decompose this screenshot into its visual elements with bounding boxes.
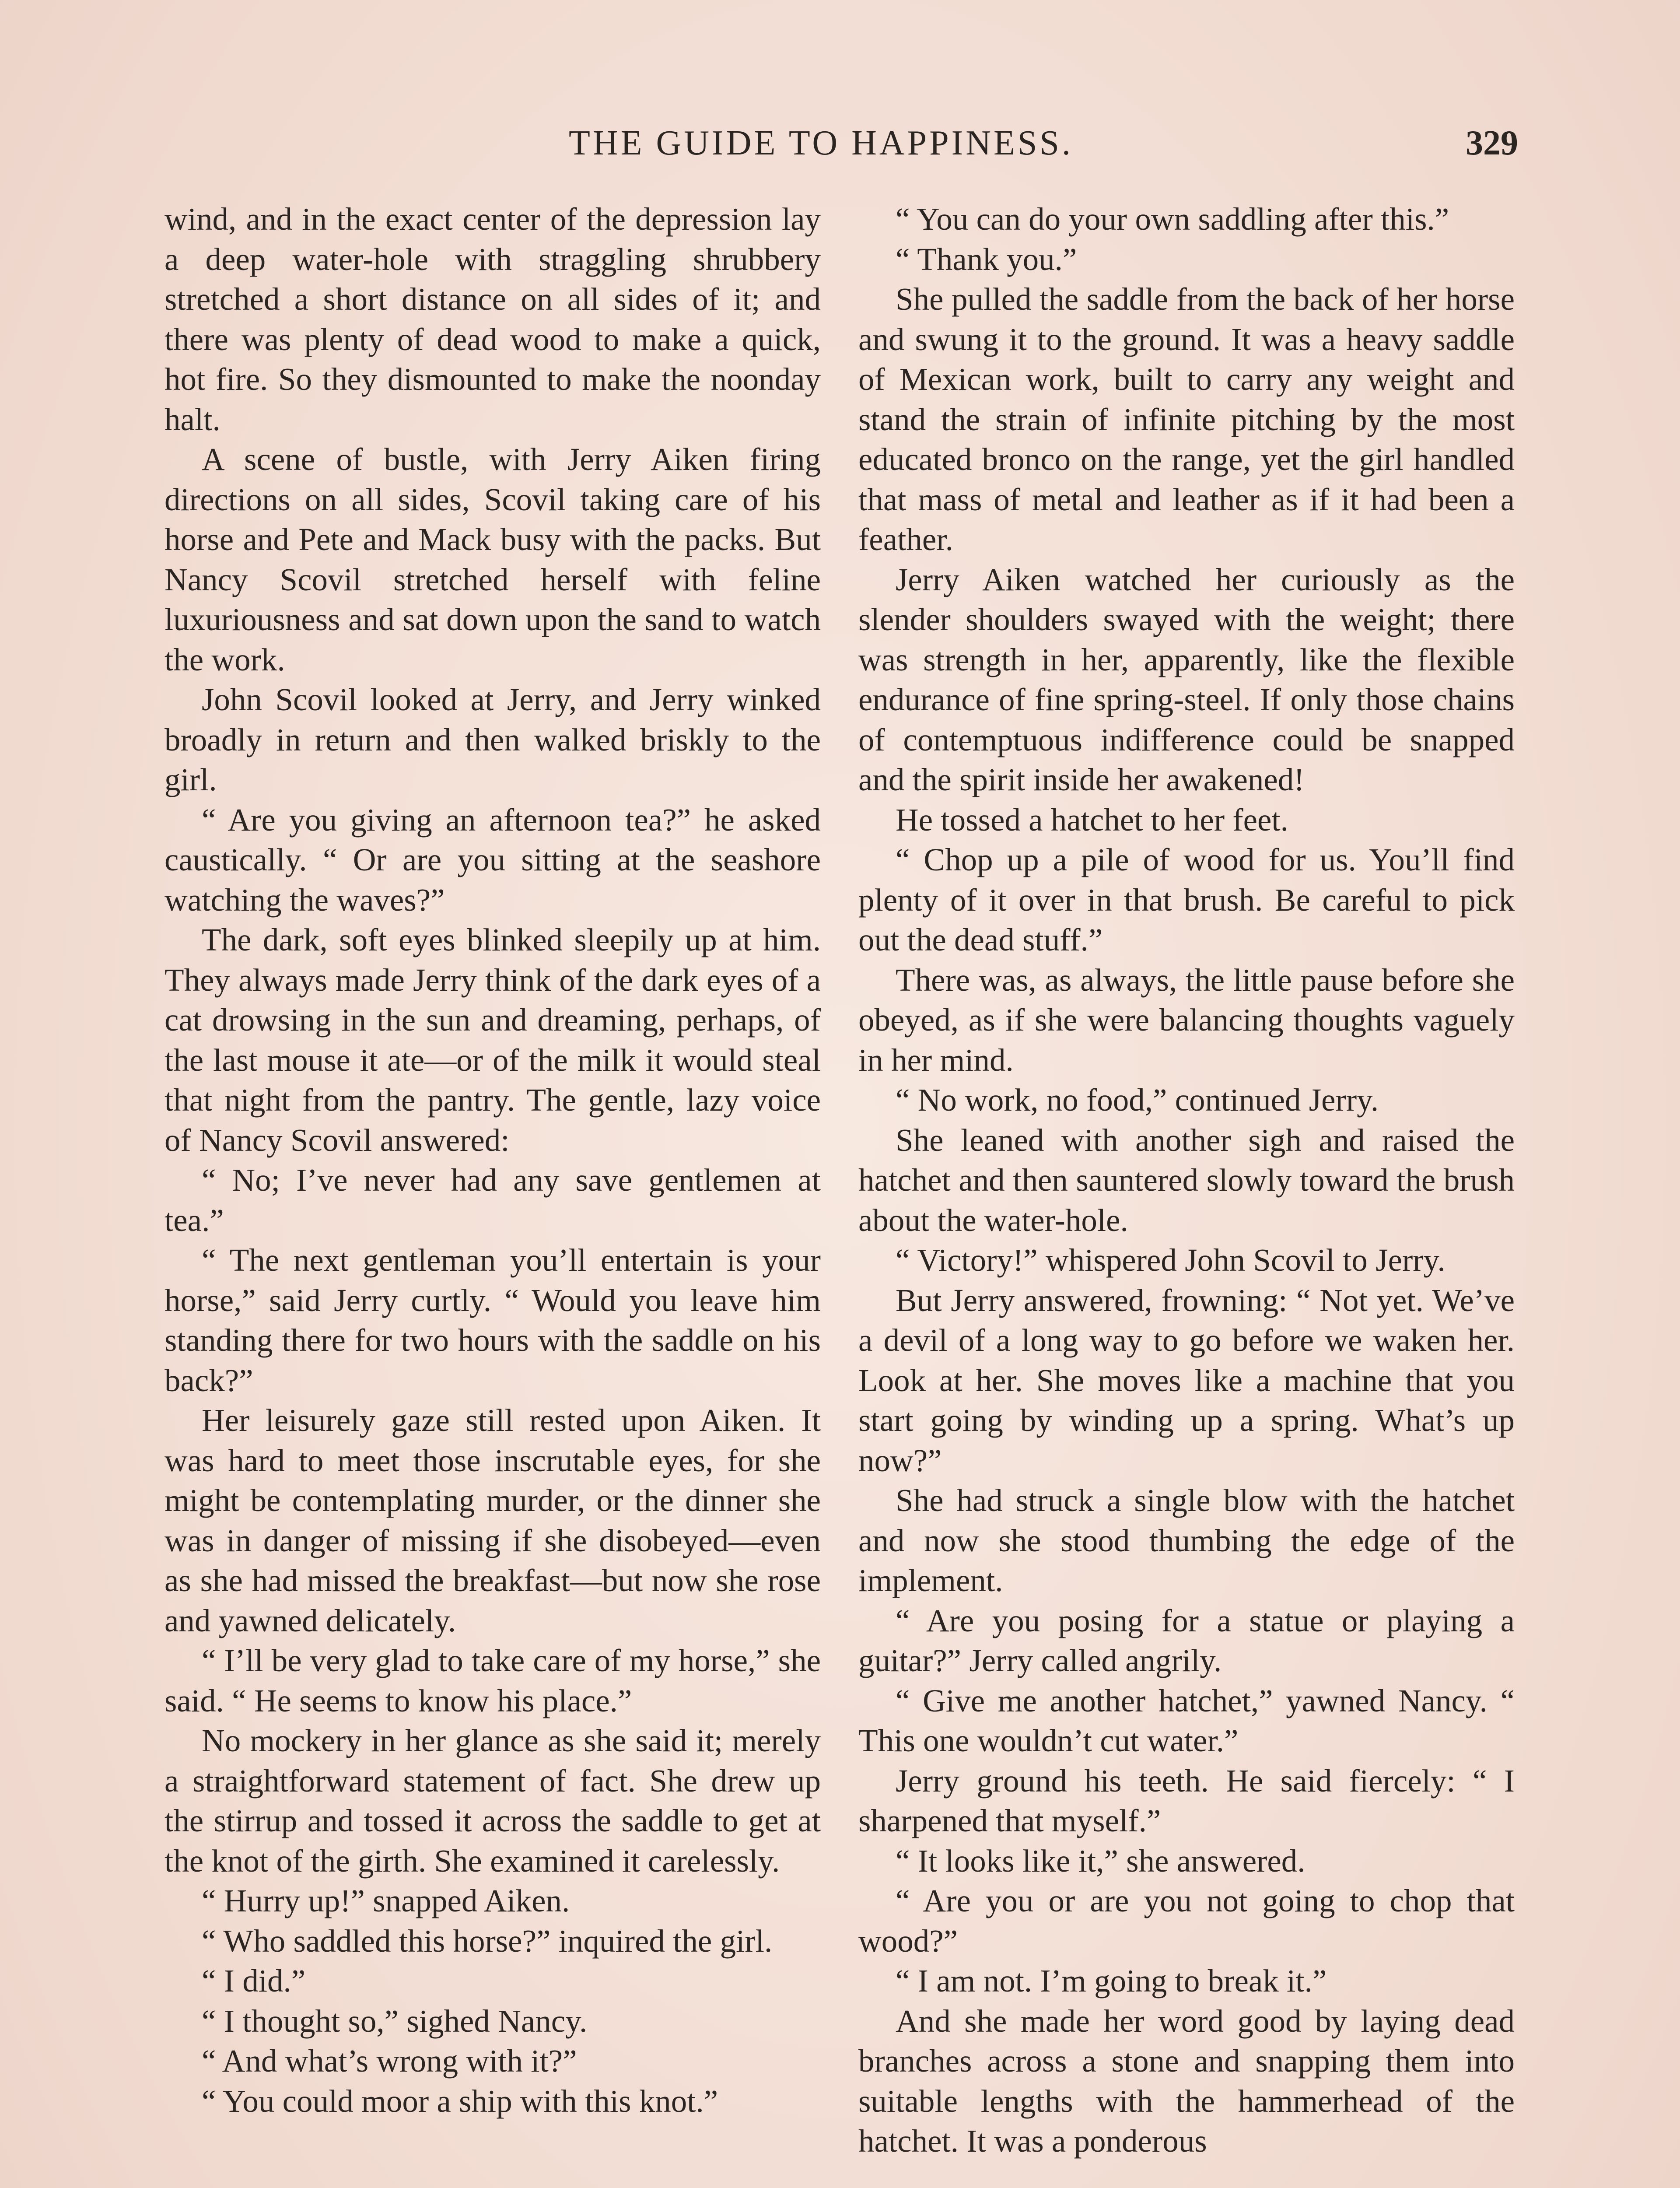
paragraph: He tossed a hatchet to her feet. bbox=[896, 802, 1288, 838]
paragraph: There was, as always, the little pause before she obeyed, as if she were balancing thoughts vaguely in her mind. bbox=[858, 962, 1515, 1078]
paragraph: “ I did.” bbox=[202, 1963, 306, 1999]
page-number: 329 bbox=[1466, 124, 1518, 162]
paragraph: “ You can do your own saddling after this.” bbox=[896, 201, 1449, 237]
paragraph: “ And what’s wrong with it?” bbox=[202, 2043, 577, 2079]
paragraph: “ No; I’ve never had any save gentlemen at tea.” bbox=[164, 1162, 821, 1238]
paragraph: “ Chop up a pile of wood for us. You’ll find plenty of it over in that brush. Be careful to pick out the dead stuff.” bbox=[858, 842, 1515, 957]
paragraph: John Scovil looked at Jerry, and Jerry winked broadly in return and then walked briskly to the girl. bbox=[164, 682, 821, 797]
paragraph: Jerry Aiken watched her curiously as the slender shoulders swayed with the weight; there was strength in her, apparently, like the flexible endurance of fine spring-steel. If only those chains of contemptuous indifference could be snapped and the spirit inside her awakened! bbox=[858, 561, 1515, 797]
paragraph: The dark, soft eyes blinked sleepily up at him. They always made Jerry think of the dark eyes of a cat drowsing in the sun and dreaming, perhaps, of the last mouse it ate—or of the milk it would steal that night from the pantry. The gentle, lazy voice of Nancy Scovil answered: bbox=[164, 922, 821, 1158]
paragraph: wind, and in the exact center of the depression lay a deep water-hole with straggling shrubbery stretched a short distance on all sides of it; and there was plenty of dead wood to make a quick, hot fire. So they dismounted to make the noonday halt. bbox=[164, 201, 821, 437]
running-title: THE GUIDE TO HAPPINESS. bbox=[569, 124, 1073, 162]
paragraph: “ Are you giving an afternoon tea?” he asked caustically. “ Or are you sitting at the seashore watching the waves?” bbox=[164, 802, 821, 918]
left-text-column bbox=[164, 199, 821, 2121]
paragraph: “ I thought so,” sighed Nancy. bbox=[202, 2003, 588, 2039]
paragraph: “ I am not. I’m going to break it.” bbox=[896, 1963, 1327, 1999]
paragraph: She pulled the saddle from the back of her horse and swung it to the ground. It was a heavy saddle of Mexican work, built to carry any weight and stand the strain of infinite pitching by the most educated bronco on the range, yet the girl handled that mass of metal and leather as if it had been a feather. bbox=[858, 281, 1515, 557]
paragraph: “ The next gentleman you’ll entertain is your horse,” said Jerry curtly. “ Would you leave him standing there for two hours with the saddle on his back?” bbox=[164, 1242, 821, 1398]
paragraph: She leaned with another sigh and raised the hatchet and then sauntered slowly toward the brush about the water-hole. bbox=[858, 1122, 1515, 1238]
paragraph: No mockery in her glance as she said it; merely a straightforward statement of fact. She drew up the stirrup and tossed it across the saddle to get at the knot of the girth. She examined it carelessly. bbox=[164, 1723, 821, 1879]
paragraph: “ Hurry up!” snapped Aiken. bbox=[202, 1883, 570, 1918]
paragraph: Jerry ground his teeth. He said fiercely: “ I sharpened that myself.” bbox=[858, 1763, 1515, 1838]
paragraph: “ You could moor a ship with this knot.” bbox=[202, 2083, 718, 2119]
paragraph: “ Give me another hatchet,” yawned Nancy. “ This one wouldn’t cut water.” bbox=[858, 1683, 1515, 1758]
paragraph: “ No work, no food,” continued Jerry. bbox=[896, 1082, 1379, 1118]
paragraph: “ Are you posing for a statue or playing a guitar?” Jerry called angrily. bbox=[858, 1602, 1515, 1678]
paragraph: But Jerry answered, frowning: “ Not yet. We’ve a devil of a long way to go before we waken her. Look at her. She moves like a machine that you start going by winding up a spring. What’s up now?” bbox=[858, 1282, 1515, 1478]
paragraph: “ Victory!” whispered John Scovil to Jerry. bbox=[896, 1242, 1446, 1278]
right-text-column bbox=[858, 199, 1515, 2161]
paragraph: “ It looks like it,” she answered. bbox=[896, 1843, 1306, 1879]
page-header bbox=[166, 123, 1518, 172]
paragraph: And she made her word good by laying dead branches across a stone and snapping them into suitable lengths with the hammerhead of the hatchet. It was a ponderous bbox=[858, 2003, 1515, 2159]
paragraph: A scene of bustle, with Jerry Aiken firing directions on all sides, Scovil taking care of his horse and Pete and Mack busy with the packs. But Nancy Scovil stretched herself with feline luxuriousness and sat down upon the sand to watch the work. bbox=[164, 442, 821, 677]
paragraph: “ I’ll be very glad to take care of my horse,” she said. “ He seems to know his place.” bbox=[164, 1643, 821, 1718]
paragraph: “ Are you or are you not going to chop that wood?” bbox=[858, 1883, 1515, 1959]
paragraph: “ Who saddled this horse?” inquired the girl. bbox=[202, 1923, 773, 1959]
paragraph: “ Thank you.” bbox=[896, 241, 1077, 277]
paragraph: She had struck a single blow with the hatchet and now she stood thumbing the edge of the implement. bbox=[858, 1483, 1515, 1598]
paragraph: Her leisurely gaze still rested upon Aiken. It was hard to meet those inscrutable eyes, for she might be contemplating murder, or the dinner she was in danger of missing if she disobeyed—even as she had missed the breakfast—but now she rose and yawned delicately. bbox=[164, 1403, 821, 1638]
